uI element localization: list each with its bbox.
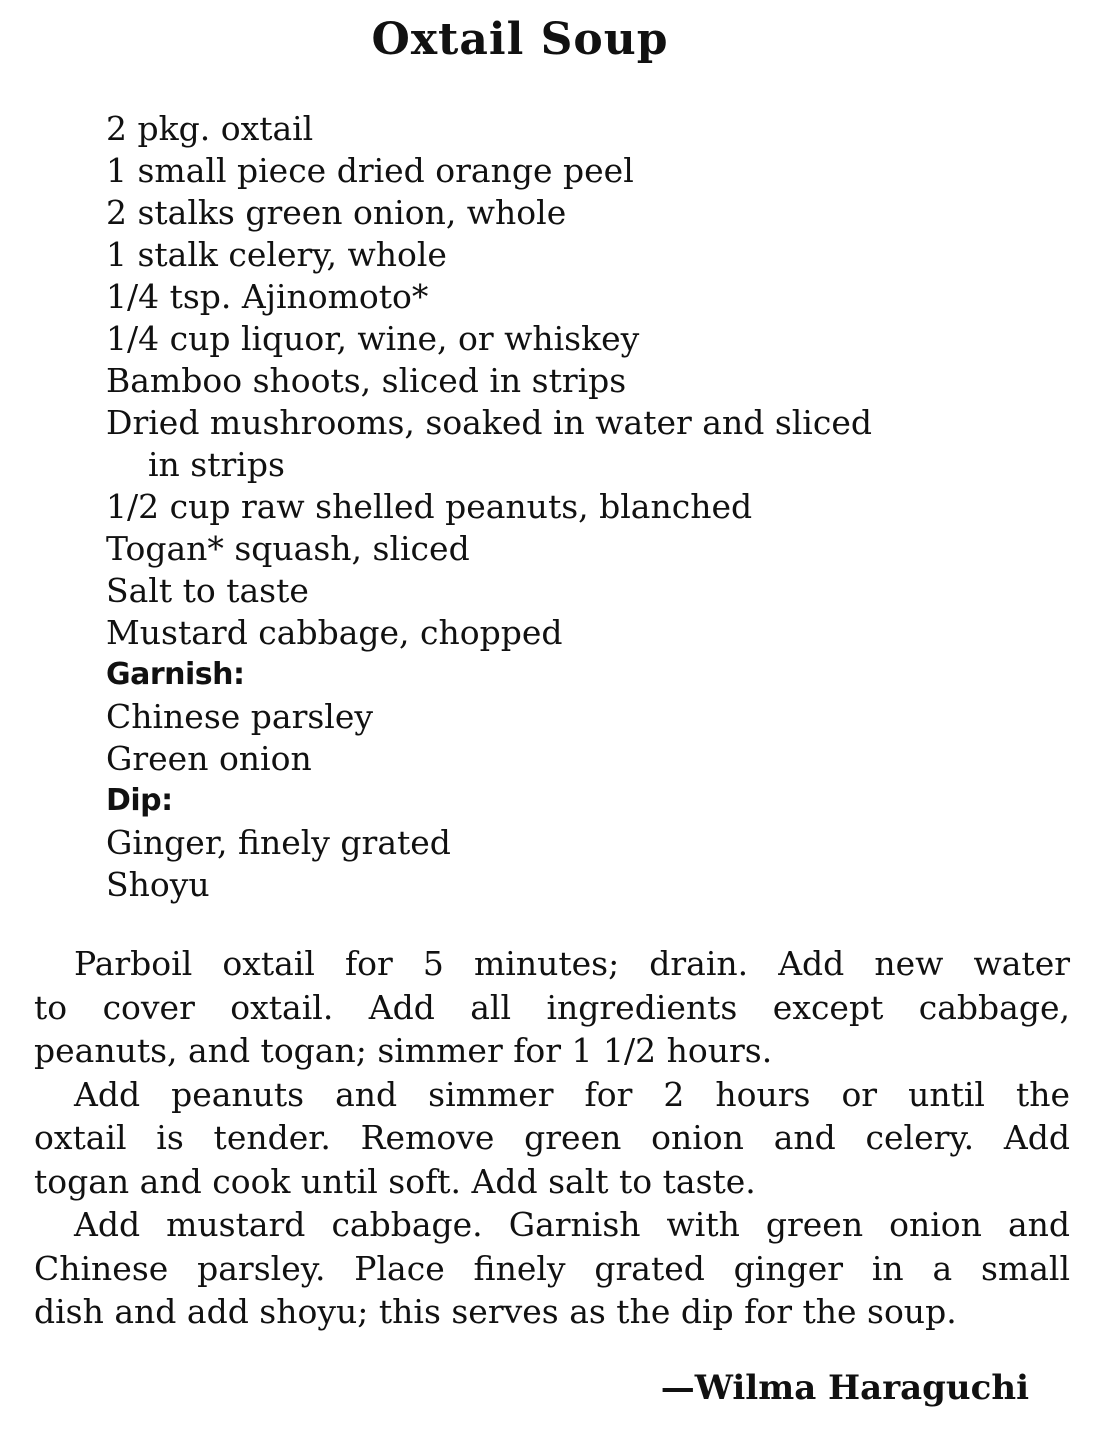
directions-line: Parboil oxtail for 5 minutes; drain. Add new water	[74, 944, 1070, 983]
ingredient-item-continuation: in strips	[148, 445, 285, 484]
ingredient-list	[106, 108, 1006, 906]
ingredient-item: Salt to taste	[106, 571, 309, 610]
ingredient-item: Togan* squash, sliced	[106, 529, 470, 568]
dip-heading: Dip:	[106, 783, 173, 818]
ingredient-item: 1/4 tsp. Ajinomoto*	[106, 277, 429, 316]
ingredient-item: Ginger, finely grated	[106, 823, 451, 862]
ingredient-item: 1 stalk celery, whole	[106, 235, 447, 274]
author-signature: —Wilma Haraguchi	[660, 1368, 1029, 1408]
ingredient-item: 1 small piece dried orange peel	[106, 151, 634, 190]
ingredient-item: Dried mushrooms, soaked in water and sliced	[106, 403, 872, 442]
directions-line: Chinese parsley. Place finely grated ginger in a small	[34, 1248, 1070, 1288]
ingredient-item: Bamboo shoots, sliced in strips	[106, 361, 627, 400]
ingredient-item: 1/2 cup raw shelled peanuts, blanched	[106, 487, 753, 526]
recipe-title: Oxtail Soup	[371, 14, 669, 65]
directions-line: dish and add shoyu; this serves as the dip for the soup.	[34, 1292, 957, 1331]
directions-line: peanuts, and togan; simmer for 1 1/2 hours.	[34, 1031, 773, 1070]
directions-line: Add mustard cabbage. Garnish with green onion and	[74, 1205, 1070, 1244]
ingredient-item: Shoyu	[106, 865, 210, 904]
ingredient-item: 2 stalks green onion, whole	[106, 193, 567, 232]
directions-text	[34, 942, 1070, 1334]
directions-line: Add peanuts and simmer for 2 hours or until the	[74, 1074, 1070, 1114]
directions-line: togan and cook until soft. Add salt to taste.	[34, 1161, 756, 1201]
directions-line: oxtail is tender. Remove green onion and celery. Add	[34, 1118, 1070, 1157]
ingredient-item: 1/4 cup liquor, wine, or whiskey	[106, 319, 640, 358]
garnish-heading: Garnish:	[106, 657, 245, 692]
ingredient-item: Chinese parsley	[106, 697, 374, 736]
ingredient-item: Green onion	[106, 739, 312, 778]
directions-line: to cover oxtail. Add all ingredients except cabbage,	[34, 987, 1070, 1027]
ingredient-item: 2 pkg. oxtail	[106, 109, 314, 148]
ingredient-item: Mustard cabbage, chopped	[106, 613, 563, 652]
